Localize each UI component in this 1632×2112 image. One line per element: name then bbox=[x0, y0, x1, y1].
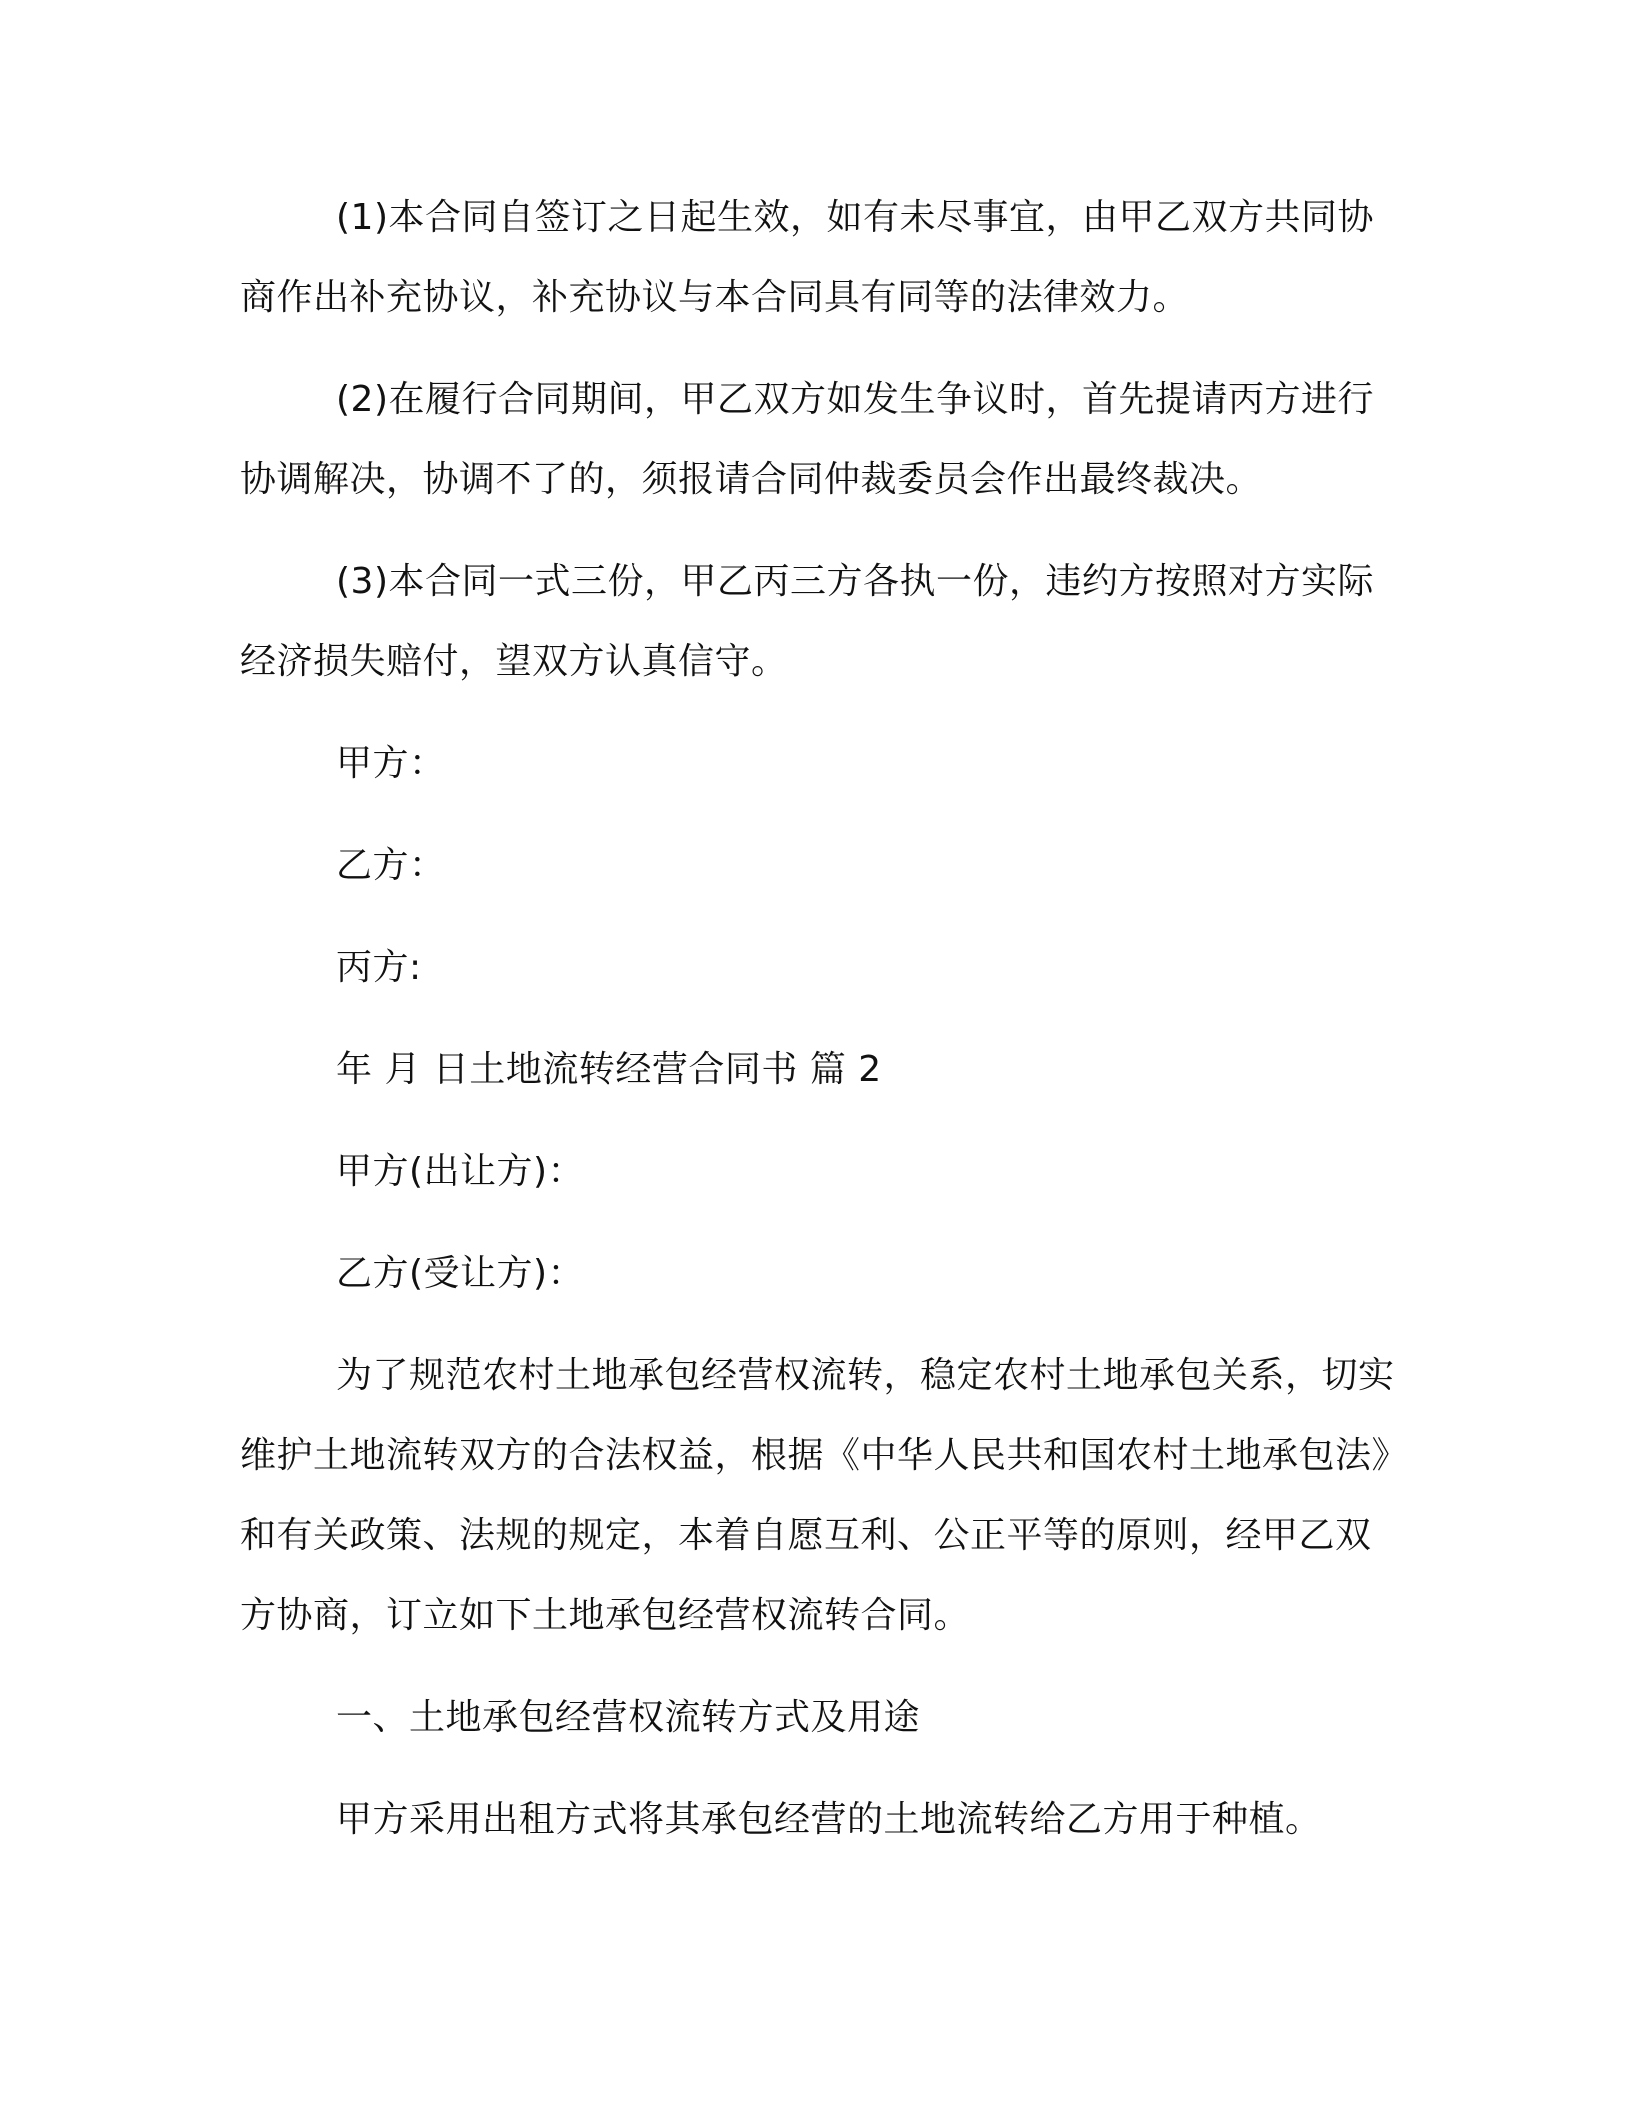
clause-2: (2)在履行合同期间，甲乙双方如发生争议时，首先提请丙方进行协调解决，协调不了的，须报请合同仲裁委员会作出最终裁决。 bbox=[240, 379, 1374, 500]
article-1-body: 甲方采用出租方式将其承包经营的土地流转给乙方用于种植。 bbox=[336, 1799, 1322, 1840]
party-c-line: 丙方: bbox=[336, 947, 422, 988]
transferor-line: 甲方(出让方)： bbox=[336, 1151, 585, 1192]
transferee-line: 乙方(受让方)： bbox=[336, 1253, 585, 1294]
clause-3: (3)本合同一式三份，甲乙丙三方各执一份，违约方按照对方实际经济损失赔付，望双方认真信守。 bbox=[240, 561, 1374, 682]
party-a-line: 甲方： bbox=[336, 743, 446, 784]
clause-1: (1)本合同自签订之日起生效，如有未尽事宜，由甲乙双方共同协商作出补充协议，补充协议与本合同具有同等的法律效力。 bbox=[240, 197, 1374, 318]
section-heading: 年 月 日土地流转经营合同书 篇 2 bbox=[336, 1049, 882, 1090]
party-b-line: 乙方： bbox=[336, 845, 446, 886]
article-1-heading: 一、土地承包经营权流转方式及用途 bbox=[336, 1697, 921, 1738]
preamble-paragraph: 为了规范农村土地承包经营权流转，稳定农村土地承包关系，切实维护土地流转双方的合法权益，根据《中华人民共和国农村土地承包法》和有关政策、法规的规定，本着自愿互利、公正平等的原则，经甲乙双方协商，订立如下土地承包经营权流转合同。 bbox=[240, 1355, 1395, 1636]
